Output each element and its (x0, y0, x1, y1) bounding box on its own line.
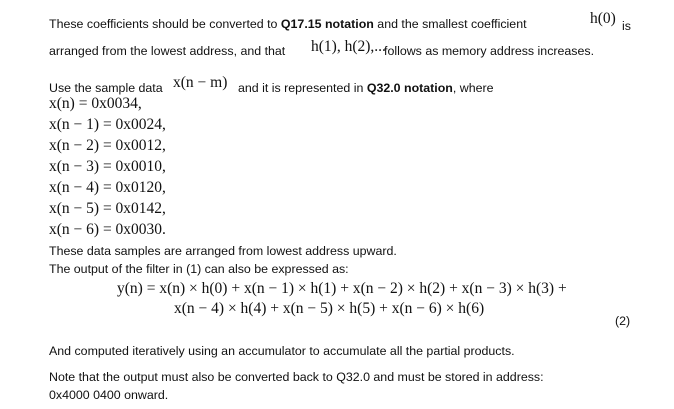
paragraph-4: And computed iteratively using an accumulator to accumulate all the partial products. (49, 344, 515, 358)
sample-x-n-5: x(n − 5) = 0x0142, (49, 200, 166, 217)
text-segment: and the smallest coefficient (373, 17, 527, 31)
paragraph-5-line-2: 0x4000 0400 onward. (49, 388, 169, 402)
sample-x-n-3: x(n − 3) = 0x0010, (49, 158, 166, 175)
equation-number: (2) (615, 314, 631, 328)
sample-x-n: x(n) = 0x0034, (49, 95, 142, 112)
paragraph-1-line-2-start: arranged from the lowest address, and that (49, 44, 286, 58)
text-segment: , where (452, 81, 494, 95)
paragraph-5-line-1: Note that the output must also be converted back to Q32.0 and must be stored in address: (49, 370, 544, 384)
sample-x-n-6: x(n − 6) = 0x0030. (49, 221, 166, 238)
math-x-n-minus-m: x(n − m) (173, 74, 228, 91)
bold-term-q17-15: Q17.15 notation (280, 17, 374, 31)
text-segment-is: is (622, 19, 631, 33)
paragraph-1-line-1 (49, 17, 527, 32)
math-h0: h(0) (590, 10, 616, 27)
math-h1-h2: h(1), h(2),... (311, 38, 386, 55)
equation-line-1: y(n) = x(n) × h(0) + x(n − 1) × h(1) + x(n − 2) × h(2) + x(n − 3) × h(3) + (117, 280, 567, 297)
sample-x-n-4: x(n − 4) = 0x0120, (49, 179, 166, 196)
text-segment: and it is represented in (238, 81, 367, 95)
bold-term-q32-0: Q32.0 notation (366, 81, 453, 95)
paragraph-2-intro-end (238, 81, 494, 96)
paragraph-1-line-2-end: follows as memory address increases. (384, 44, 595, 58)
paragraph-2-intro-start: Use the sample data (49, 81, 163, 95)
paragraph-3-line-2: The output of the filter in (1) can also be expressed as: (49, 262, 349, 276)
sample-x-n-2: x(n − 2) = 0x0012, (49, 137, 166, 154)
equation-line-2: x(n − 4) × h(4) + x(n − 5) × h(5) + x(n − 6) × h(6) (174, 300, 485, 317)
sample-x-n-1: x(n − 1) = 0x0024, (49, 116, 166, 133)
text-segment: These coefficients should be converted to (49, 17, 281, 31)
paragraph-3-line-1: These data samples are arranged from lowest address upward. (49, 244, 397, 258)
